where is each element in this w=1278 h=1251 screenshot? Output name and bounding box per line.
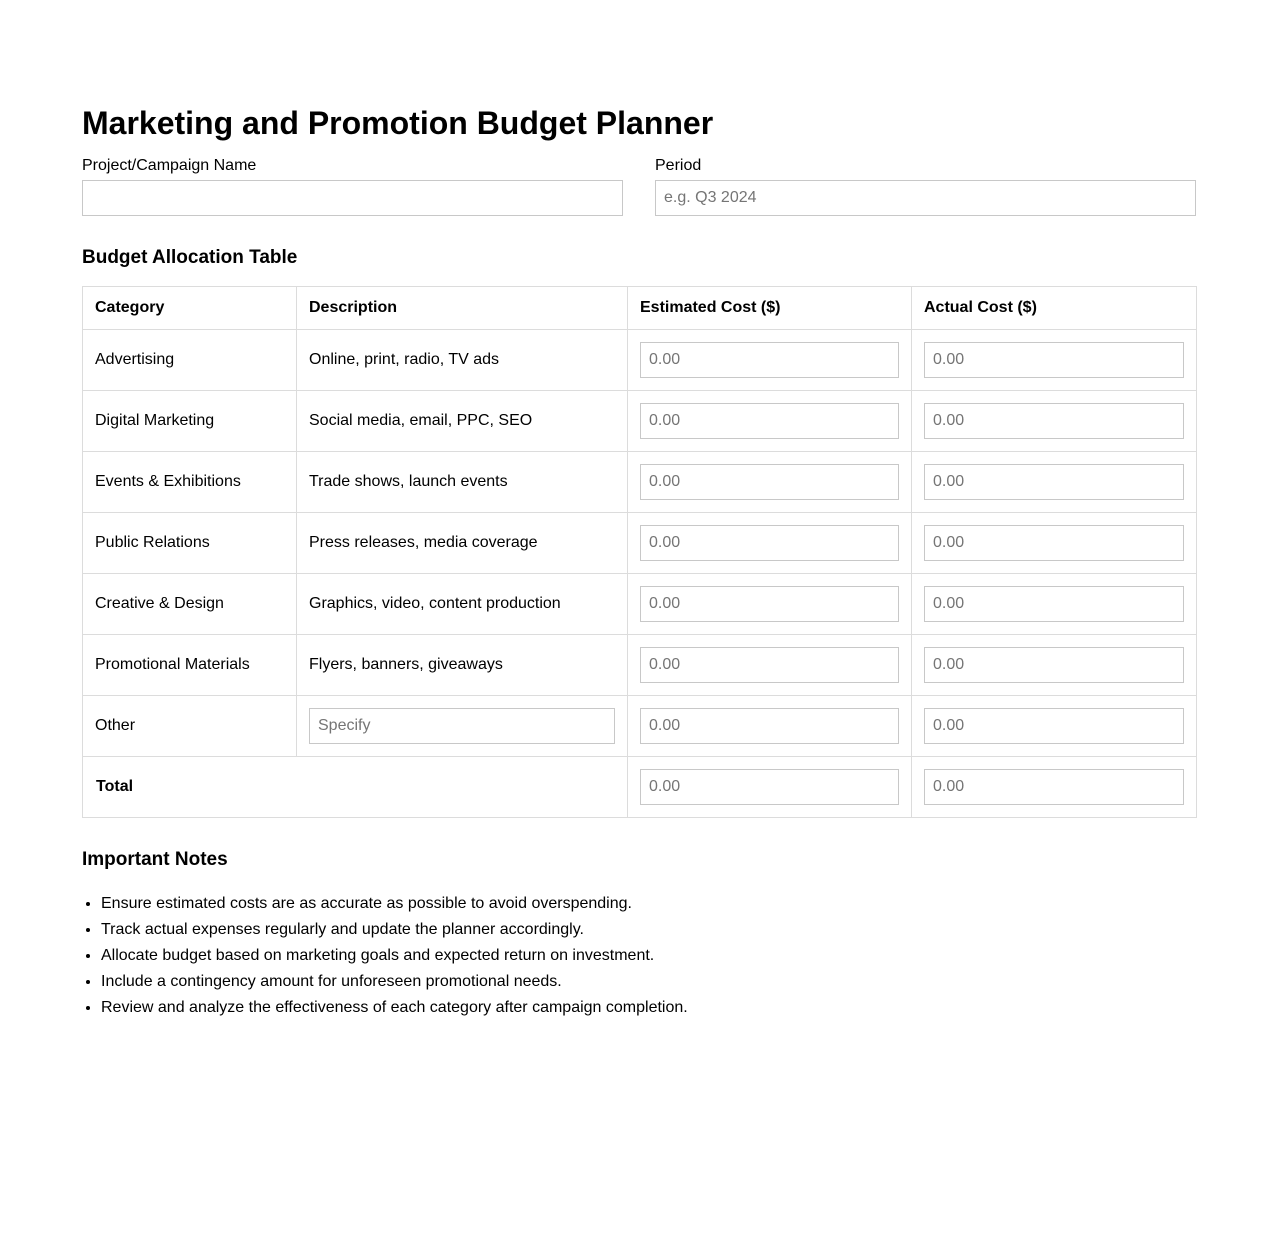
actual-cost-input[interactable] — [924, 708, 1184, 744]
total-actual-cell — [912, 757, 1197, 818]
total-estimated-input[interactable] — [640, 769, 899, 805]
actual-cost-cell — [912, 574, 1197, 635]
header-estimated-cost: Estimated Cost ($) — [628, 287, 912, 330]
total-label: Total — [83, 757, 628, 818]
other-description-input[interactable] — [309, 708, 615, 744]
description-cell — [297, 696, 628, 757]
estimated-cost-input[interactable] — [640, 525, 899, 561]
period-label: Period — [655, 157, 702, 174]
list-item: • Ensure estimated costs are as accurate as possible to avoid overspending. — [101, 891, 1101, 917]
budget-allocation-table — [82, 286, 1197, 818]
estimated-cost-input[interactable] — [640, 342, 899, 378]
list-item: • Track actual expenses regularly and update the planner accordingly. — [101, 917, 1101, 943]
category-cell: Digital Marketing — [83, 391, 297, 452]
campaign-fields — [82, 156, 1196, 218]
period-input[interactable] — [655, 180, 1196, 216]
budget-table-title: Budget Allocation Table — [82, 247, 298, 268]
category-cell: Promotional Materials — [83, 635, 297, 696]
actual-cost-cell — [912, 635, 1197, 696]
estimated-cost-cell — [628, 513, 912, 574]
actual-cost-cell — [912, 391, 1197, 452]
table-row-events-exhibitions — [83, 452, 1197, 513]
table-header-row — [83, 287, 1197, 330]
estimated-cost-cell — [628, 696, 912, 757]
actual-cost-cell — [912, 330, 1197, 391]
project-name-label: Project/Campaign Name — [82, 157, 257, 174]
description-cell: Social media, email, PPC, SEO — [297, 391, 628, 452]
estimated-cost-cell — [628, 391, 912, 452]
estimated-cost-input[interactable] — [640, 647, 899, 683]
description-cell: Graphics, video, content production — [297, 574, 628, 635]
page-title: Marketing and Promotion Budget Planner — [82, 105, 714, 141]
table-row-advertising — [83, 330, 1197, 391]
actual-cost-cell — [912, 513, 1197, 574]
actual-cost-input[interactable] — [924, 403, 1184, 439]
category-cell: Advertising — [83, 330, 297, 391]
period-field-group — [655, 156, 1196, 176]
actual-cost-input[interactable] — [924, 586, 1184, 622]
estimated-cost-cell — [628, 635, 912, 696]
project-name-input[interactable] — [82, 180, 623, 216]
list-item: • Review and analyze the effectiveness of each category after campaign completion. — [101, 995, 1101, 1021]
category-cell: Creative & Design — [83, 574, 297, 635]
category-cell: Public Relations — [83, 513, 297, 574]
actual-cost-cell — [912, 696, 1197, 757]
estimated-cost-input[interactable] — [640, 586, 899, 622]
description-cell: Press releases, media coverage — [297, 513, 628, 574]
notes-title: Important Notes — [82, 849, 228, 870]
description-cell: Online, print, radio, TV ads — [297, 330, 628, 391]
table-row-creative-design — [83, 574, 1197, 635]
estimated-cost-input[interactable] — [640, 403, 899, 439]
actual-cost-input[interactable] — [924, 464, 1184, 500]
category-cell: Other — [83, 696, 297, 757]
project-field-group — [82, 156, 623, 176]
actual-cost-input[interactable] — [924, 342, 1184, 378]
table-row-total — [83, 757, 1197, 818]
estimated-cost-input[interactable] — [640, 464, 899, 500]
header-description: Description — [297, 287, 628, 330]
header-actual-cost: Actual Cost ($) — [912, 287, 1197, 330]
table-row-digital-marketing — [83, 391, 1197, 452]
category-cell: Events & Exhibitions — [83, 452, 297, 513]
estimated-cost-cell — [628, 330, 912, 391]
actual-cost-input[interactable] — [924, 525, 1184, 561]
notes-list — [82, 891, 1101, 1021]
table-row-other — [83, 696, 1197, 757]
description-cell: Flyers, banners, giveaways — [297, 635, 628, 696]
estimated-cost-cell — [628, 452, 912, 513]
actual-cost-input[interactable] — [924, 647, 1184, 683]
total-estimated-cell — [628, 757, 912, 818]
table-row-public-relations — [83, 513, 1197, 574]
table-row-promotional-materials — [83, 635, 1197, 696]
header-category: Category — [83, 287, 297, 330]
estimated-cost-cell — [628, 574, 912, 635]
actual-cost-cell — [912, 452, 1197, 513]
list-item: • Allocate budget based on marketing goals and expected return on investment. — [101, 943, 1101, 969]
description-cell: Trade shows, launch events — [297, 452, 628, 513]
total-actual-input[interactable] — [924, 769, 1184, 805]
list-item: • Include a contingency amount for unforeseen promotional needs. — [101, 969, 1101, 995]
estimated-cost-input[interactable] — [640, 708, 899, 744]
